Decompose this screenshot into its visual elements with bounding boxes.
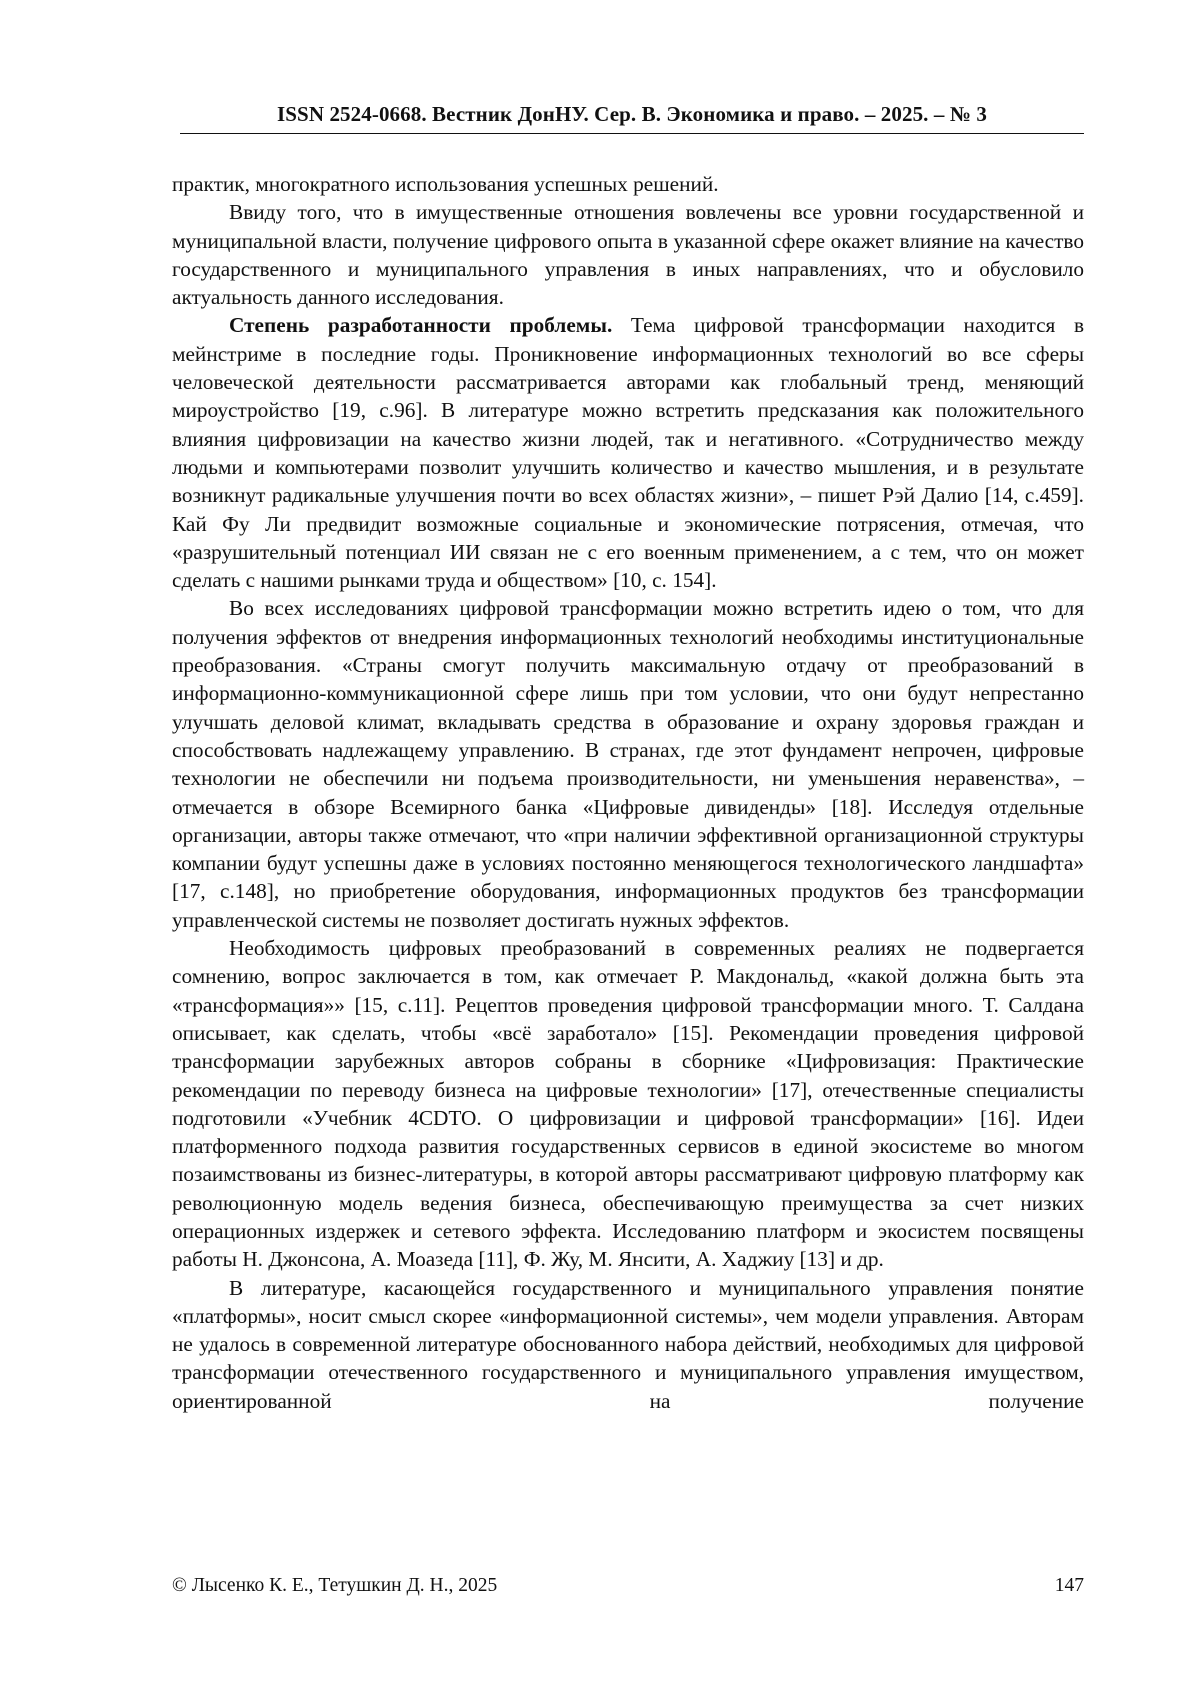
paragraph-text: Во всех исследованиях цифровой трансформации можно встретить идею о том, что для получения эффектов от внедрения информационных технологий необходимы институциональные преобразования. «Страны смогут получить максимальную отдачу от преобразований в информационно-коммуникационной сфере лишь при том условии, что они будут непрестанно улучшать деловой климат, вкладывать средства в образование и охрану здоровья граждан и способствовать надлежащему управлению. В странах, где этот фундамент непрочен, цифровые технологии не обеспечили ни подъема производительности, ни уменьшения неравенства», – отмечается в обзоре Всемирного банка «Цифровые дивиденды» [18]. Исследуя отдельные организации, авторы также отмечают, что «при наличии эффективной организационной структуры компании будут успешны даже в условиях постоянно меняющегося технологического ландшафта» [17, с.148], но приобретение оборудования, информационных продуктов без трансформации управленческой системы не позволяет достигать нужных эффектов. <box>172 596 1084 932</box>
page-number: 147 <box>1054 1575 1084 1596</box>
paragraph-text: Необходимость цифровых преобразований в современных реалиях не подвергается сомнению, вопрос заключается в том, как отмечает Р. Макдональд, «какой должна быть эта «трансформация»» [15, с.11]. Рецептов проведения цифровой трансформации много. Т. Салдана описывает, как сделать, чтобы «всё заработало» [15]. Рекомендации проведения цифровой трансформации зарубежных авторов собраны в сборнике «Цифровизация: Практические рекомендации по переводу бизнеса на цифровые технологии» [17], отечественные специалисты подготовили «Учебник 4CDTO. О цифровизации и цифровой трансформации» [16]. Идеи платформенного подхода развития государственных сервисов в единой экосистеме во многом позаимствованы из бизнес-литературы, в которой авторы рассматривают цифровую платформу как революционную модель ведения бизнеса, обеспечивающую преимущества за счет низких операционных издержек и сетевого эффекта. Исследованию платформ и экосистем посвящены работы Н. Джонсона, А. Моазеда [11], Ф. Жу, М. Янсити, А. Хаджиу [13] и др. <box>172 936 1084 1272</box>
paragraph-institutional <box>172 594 1084 934</box>
paragraph-text: практик, многократного использования успешных решений. <box>172 172 719 196</box>
running-head: ISSN 2524-0668. Вестник ДонНУ. Сер. В. Экономика и право. – 2025. – № 3 <box>277 102 987 126</box>
paragraph-necessity <box>172 934 1084 1274</box>
paragraph-text: В литературе, касающейся государственного и муниципального управления понятие «платформы», носит смысл скорее «информационной системы», чем модели управления. Авторам не удалось в современной литературе обоснованного набора действий, необходимых для цифровой трансформации отечественного государственного и муниципального управления имуществом, ориентированной на получение <box>172 1275 1084 1413</box>
paragraph-problem-degree <box>172 311 1084 594</box>
section-lead-in: Степень разработанности проблемы. <box>229 313 613 338</box>
article-body <box>172 170 1084 1415</box>
paragraph-text: Ввиду того, что в имущественные отношения вовлечены все уровни государственной и муниципальной власти, получение цифрового опыта в указанной сфере окажет влияние на качество государственного и муниципального управления в иных направлениях, что и обусловило актуальность данного исследования. <box>172 200 1084 310</box>
paragraph-text: Тема цифровой трансформации находится в мейнстриме в последние годы. Проникновение информационных технологий во все сферы человеческой деятельности рассматривается авторами как глобальный тренд, меняющий мироустройство [19, с.96]. В литературе можно встретить предсказания как положительного влияния цифровизации на качество жизни людей, так и негативного. «Сотрудничество между людьми и компьютерами позволит улучшить количество и качество мышления, и в результате возникнут радикальные улучшения почти во всех областях жизни», – пишет Рэй Далио [14, с.459]. Кай Фу Ли предвидит возможные социальные и экономические потрясения, отмечая, что «разрушительный потенциал ИИ связан не с его военным применением, а с тем, что он может сделать с нашими рынками труда и обществом» [10, с. 154]. <box>172 313 1084 593</box>
paragraph-platform-concept <box>172 1274 1084 1415</box>
paragraph-continuation <box>172 170 1084 198</box>
header-rule <box>180 133 1084 134</box>
paragraph-relevance <box>172 198 1084 311</box>
footer-copyright: © Лысенко К. Е., Тетушкин Д. Н., 2025 <box>172 1575 498 1596</box>
